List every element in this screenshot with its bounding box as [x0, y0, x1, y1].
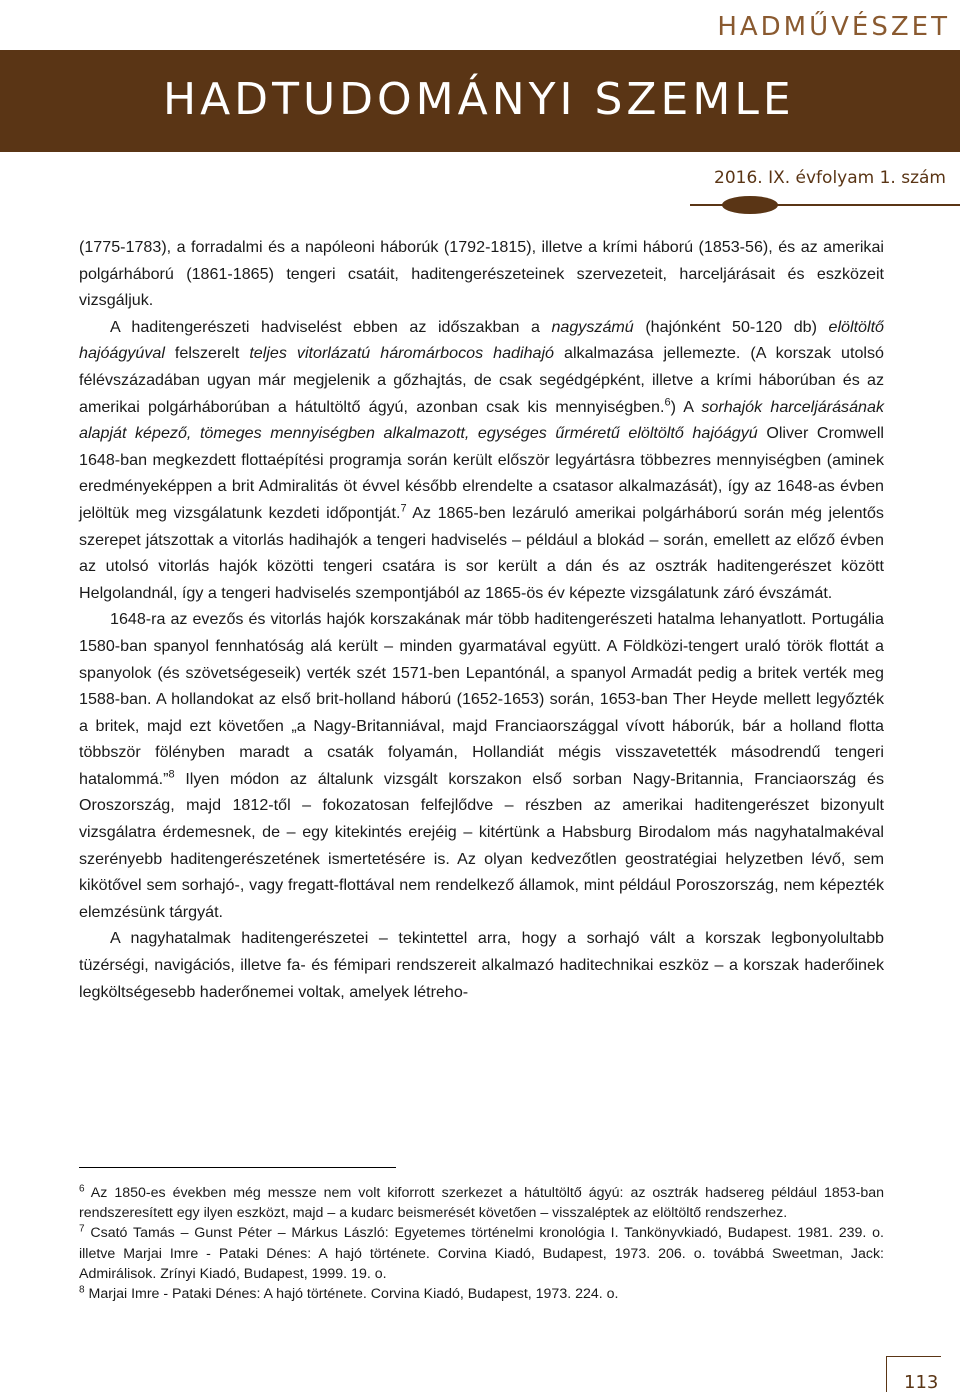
text-run: felszerelt [164, 344, 250, 363]
text-run: (hajónként 50-120 db) [633, 317, 829, 336]
text-run: 1648-ra az evezős és vitorlás hajók korszakának már több haditengerészeti hatalma lehanyatlott. Portugália 1580-ban spanyol fennhatóság alá került – minden gyarmatával együtt. A Földközi-tengert uraló török flottát a spanyolok (és szövetségeseik) verték szét 1571-ben Lepantónál, a spanyol Armadát pedig a britek verték meg 1588-ban. A hollandokat az első brit-holland háború (1652-1653) során, 1653-ban Ther Heyde mellett legyőzték a britek, majd ezt követően „a Nagy-Britanniával, majd Franciaországgal vívott háborúk, bár a holland flotta többször fölényben maradt a csaták folyamán, Hollandiát mégis visszavetették másodrendű tengeri hatalommá.” [79, 610, 884, 788]
footnote-ref-7[interactable]: 7 [400, 502, 407, 515]
text-run: Oliver Cromwell 1648-ban megkezdett flottaépítési programja során került először legyártásra többezres mennyiségben (aminek eredményeképpen a brit Admiralitás öt évvel később elrendelte a csatasor alkalmazását), így az 1648-as évben jelöltük meg vizsgálatunk kezdeti időpontját. [79, 424, 884, 522]
footnotes [79, 1183, 884, 1304]
footnote-7 [79, 1223, 884, 1284]
footnote-number: 7 [79, 1223, 85, 1235]
footnote-number: 8 [79, 1284, 85, 1296]
text-run: A haditengerészeti hadviselést ebben az időszakban a [110, 317, 552, 336]
text-run: Az 1865-ben lezáruló amerikai polgárháború során még jelentős szerepet játszottak a vitorlás hadihajók a tengeri hadviselés – például a blokád – során, emellett az előző évben az utolsó vitorlás hajók közötti tengeri csatára is sor került a dán és az osztrák haditengerészet között Helgolandnál, így a tengeri hadviselés szempontjából az 1865-ös év képezte vizsgálatunk záró évszámát. [79, 503, 884, 602]
footnote-text: Marjai Imre - Pataki Dénes: A hajó története. Corvina Kiadó, Budapest, 1973. 224. o. [84, 1286, 619, 1303]
paragraph-1: (1775-1783), a forradalmi és a napóleoni háborúk (1792-1815), illetve a krími háború (1853-56), és az amerikai polgárháború (1861-1865) tengeri csatáit, haditengerészeteinek szervezeteit, harceljárásait és eszközeit vizsgáljuk. [79, 238, 884, 310]
page-header [0, 0, 960, 188]
header-rule-ornament [690, 194, 960, 216]
footnote-text: Az 1850-es években még messze nem volt kiforrott szerkezet a hátultöltő ágyú: az osztrák hadsereg például 1853-ban rendszeresített egy ilyen eszközt, majd – a kudarc beismerését követően – visszaléptek az elöltöltő rendszerhez. [79, 1185, 884, 1222]
footnote-6 [79, 1183, 884, 1223]
text-run: Ilyen módon az általunk vizsgált korszakon első sorban Nagy-Britannia, Franciaország és Oroszország, majd 1812-től – fokozatosan felfejlődve – részben az amerikai haditengerészet bizonyult vizsgálatra érdemesnek, de – egy kitekintés erejéig – kitértünk a Habsburg Birodalom más nagyhatalmakéval szerényebb haditengerészetének ismertetésére is. Az olyan kedvezőtlen geostratégiai helyzetben lévő, sem kikötővel sem sorhajó-, vagy fregatt-flottával nem rendelkező államok, mint például Poroszország, nem képezték elemzésünk tárgyát. [79, 769, 884, 921]
footnote-8 [79, 1284, 884, 1304]
section-label: HADMŰVÉSZET [717, 12, 950, 42]
text-run: alkalmazása jellemezte. (A korszak utolsó félévszázadában ugyan már megjelenik a gőzhajtás, de csak segédgépként, illetve a krími háborúban és az amerikai polgárháborúban a hátultöltő ágyú, azonban csak kis mennyiségben. [79, 344, 885, 416]
footnote-separator [79, 1167, 396, 1168]
emphasis: teljes vitorlázatú háromárbocos hadihajó [249, 344, 554, 363]
emphasis: elöltöltő hajóágyúval [79, 317, 884, 363]
text-run: ) A [670, 397, 702, 416]
footnote-number: 6 [79, 1183, 85, 1195]
emphasis: sorhajók harceljárásának alapját képező, tömeges mennyiségben alkalmazott, egységes űrméretű elöltöltő hajóágyú [79, 397, 884, 443]
paragraph-4: A nagyhatalmak haditengerészetei – tekintettel arra, hogy a sorhajó vált a korszak legbonyolultabb tüzérségi, navigációs, illetve fa- és fémipari rendszereit alkalmazó haditechnikai eszköz – a korszak haderőinek legköltségesebb haderőnemei voltak, amelyek létreho- [79, 929, 884, 1001]
footnote-text: Csató Tamás – Gunst Péter – Márkus László: Egyetemes történelmi kronológia I. Tankönyvkiadó, Budapest. 1981. 239. o. illetve Marjai Imre - Pataki Dénes: A hajó története. Corvina Kiadó, Budapest, 1973. 206. o. továbbá Sweetman, Jack: Admirálisok. Zrínyi Kiadó, Budapest, 1999. 19. o. [79, 1225, 884, 1282]
paragraph-3 [79, 606, 884, 925]
paragraph-2 [79, 314, 884, 607]
footnote-ref-8[interactable]: 8 [168, 768, 175, 781]
issue-label: 2016. IX. évfolyam 1. szám [714, 168, 946, 188]
emphasis: nagyszámú [551, 317, 634, 336]
journal-title: HADTUDOMÁNYI SZEMLE [163, 74, 795, 125]
footnote-ref-6[interactable]: 6 [664, 396, 671, 409]
page-number: 113 [904, 1372, 939, 1393]
article-body [79, 234, 884, 1005]
